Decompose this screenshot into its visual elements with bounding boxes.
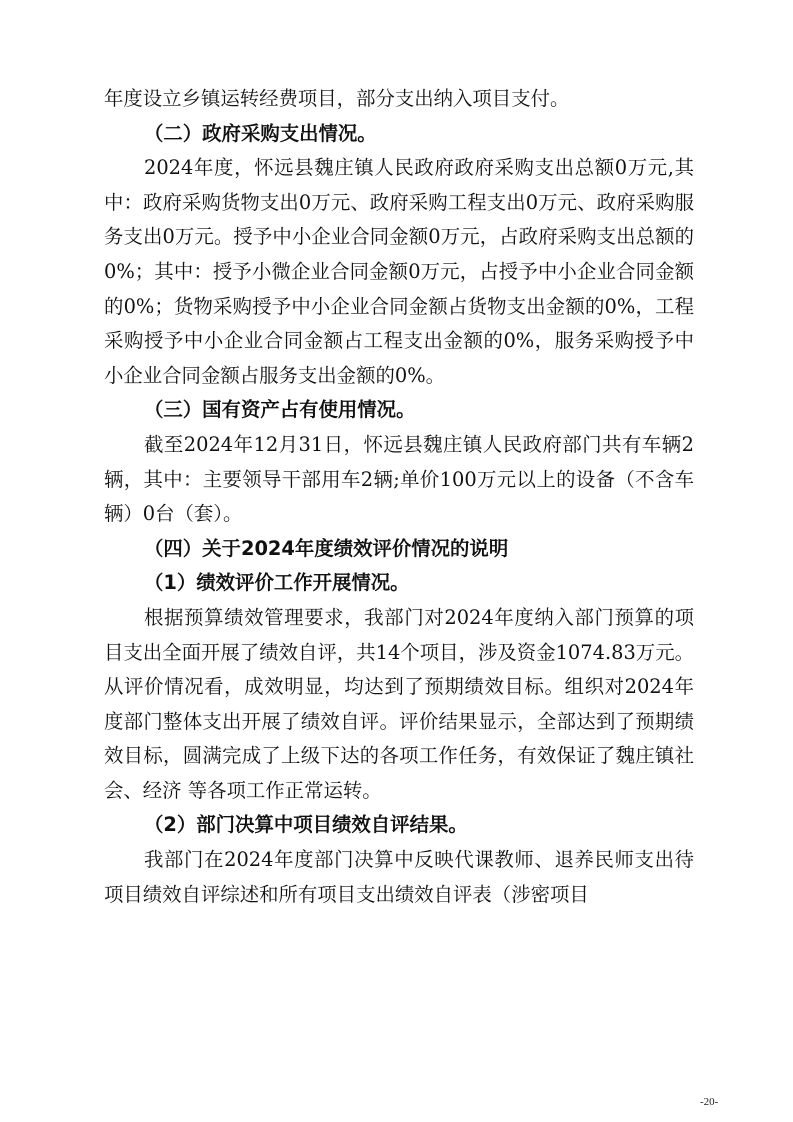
paragraph-project-results: 我部门在2024年度部门决算中反映代课教师、退养民师支出待项目绩效自评综述和所有项目支出绩效自评表（涉密项目 [104,848,694,906]
section-heading-procurement: （二）政府采购支出情况。 [144,121,377,145]
subsection-heading-evaluation-work: （1）绩效评价工作开展情况。 [144,571,410,595]
section-heading-state-assets: （三）国有资产占有使用情况。 [144,398,416,422]
section-heading-performance: （四）关于2024年度绩效评价情况的说明 [144,536,509,560]
paragraph-evaluation-work: 根据预算绩效管理要求，我部门对2024年度纳入部门预算的项目支出全面开展了绩效自评，共14个项目，涉及资金1074.83万元。从评价情况看，成效明显，均达到了预期绩效目标。组织对2024年度部门整体支出开展了绩效自评。评价结果显示，全部达到了预期绩效目标，圆满完成了上级下达的各项工作任务，有效保证了魏庄镇社会、经济 等各项工作正常运转。 [104,605,694,802]
page-number: -20- [700,1096,719,1108]
paragraph-state-assets: 截至2024年12月31日，怀远县魏庄镇人民政府部门共有车辆2辆，其中：主要领导干部用车2辆;单价100万元以上的设备（不含车辆）0台（套）。 [104,432,694,526]
subsection-heading-project-results: （2）部门决算中项目绩效自评结果。 [144,813,468,837]
document-body [104,82,694,912]
paragraph-procurement: 2024年度，怀远县魏庄镇人民政府政府采购支出总额0万元,其中：政府采购货物支出0万元、政府采购工程支出0万元、政府采购服务支出0万元。授予中小企业合同金额0万元，占政府采购支出总额的0%；其中：授予小微企业合同金额0万元，占授予中小企业合同金额的0%；货物采购授予中小企业合同金额占货物支出金额的0%，工程采购授予中小企业合同金额占工程支出金额的0%，服务采购授予中小企业合同金额占服务支出金额的0%。 [104,156,694,387]
paragraph-continuation: 年度设立乡镇运转经费项目，部分支出纳入项目支付。 [104,87,570,110]
